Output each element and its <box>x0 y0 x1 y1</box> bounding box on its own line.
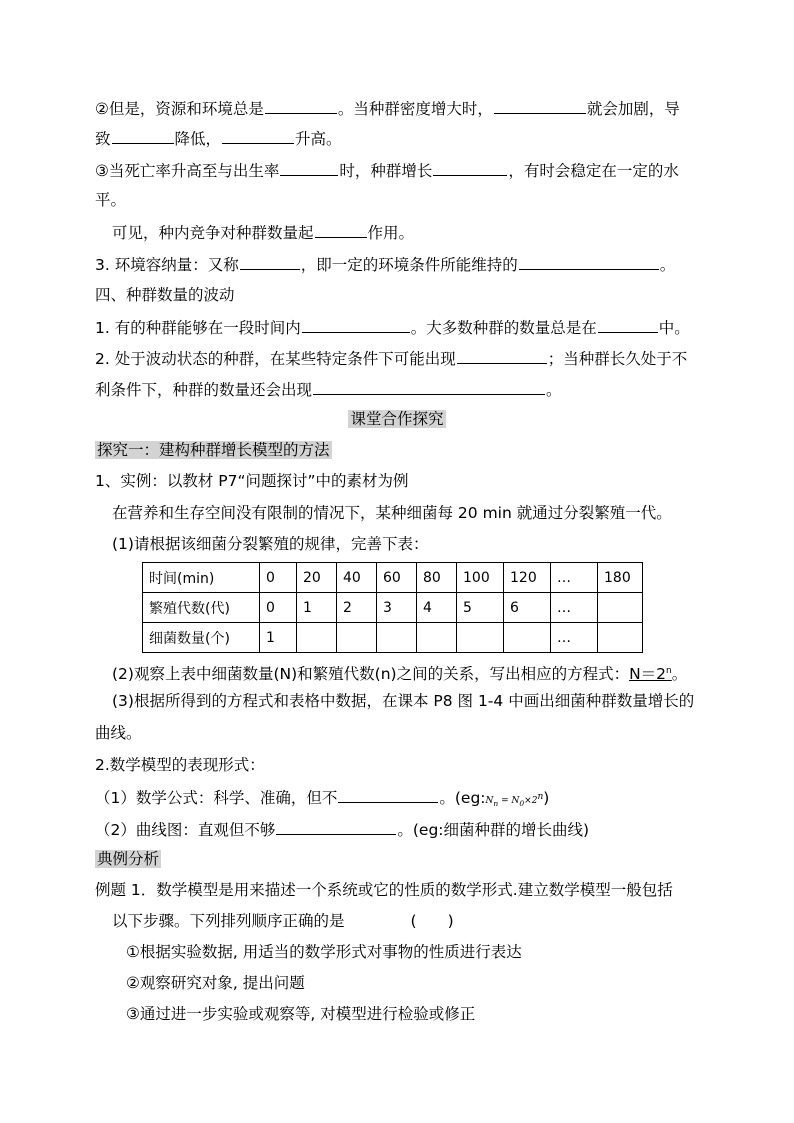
text: ，有时会稳定在一定的水 <box>508 162 679 180</box>
table-cell <box>598 623 643 653</box>
table-cell <box>457 623 504 653</box>
table-cell: 0 <box>260 563 297 593</box>
option-3: ③通过进一步实验或观察等, 对模型进行检验或修正 <box>126 1005 476 1023</box>
table-cell: 细菌数量(个) <box>143 623 260 653</box>
line-8 <box>95 316 690 338</box>
section-title <box>0 409 794 429</box>
typical-analysis-text: 典例分析 <box>97 850 160 868</box>
blank <box>519 253 659 270</box>
text: 可见，种内竞争对种群数量起 <box>112 224 314 242</box>
table-cell: 繁殖代数(代) <box>143 593 260 623</box>
table-cell: 6 <box>504 593 551 623</box>
table-cell: … <box>551 593 598 623</box>
text: 3. 环境容纳量：又称 <box>95 256 239 274</box>
answer-paren: ( ) <box>410 912 454 930</box>
explore-heading-text: 探究一：建构种群增长模型的方法 <box>97 441 330 459</box>
table-cell: 4 <box>417 593 457 623</box>
text: （1）数学公式：科学、准确，但不 <box>95 789 338 807</box>
blank <box>494 97 586 114</box>
explore-heading <box>95 440 332 460</box>
formula-part: ×2 <box>524 796 538 806</box>
table-cell: 100 <box>457 563 504 593</box>
typical-analysis-heading <box>95 849 161 869</box>
table-cell: 时间(min) <box>143 563 260 593</box>
example-question-1: 例题 1．数学模型是用来描述一个系统或它的性质的数学形式.建立数学模型一般包括 <box>95 881 673 899</box>
table-cell: … <box>551 623 598 653</box>
table-cell: 40 <box>337 563 377 593</box>
text: 利条件下，种群的数量还会出现 <box>95 381 313 399</box>
text: 1. 有的种群能够在一段时间内 <box>95 319 301 337</box>
blank <box>433 159 507 176</box>
text: 。大多数种群的数量总是在 <box>410 319 597 337</box>
table-cell <box>297 623 337 653</box>
line-6 <box>95 253 675 275</box>
table-cell: 180 <box>598 563 643 593</box>
text: ②但是，资源和环境总是 <box>95 100 264 118</box>
example-question-1-cont <box>112 911 454 931</box>
table-cell <box>598 593 643 623</box>
text: 。 <box>659 256 676 274</box>
table-row <box>143 623 643 653</box>
blank <box>457 347 547 364</box>
text: (2)观察上表中细菌数量(N)和繁殖代数(n)之间的关系，写出相应的方程式： <box>112 665 630 684</box>
table-cell <box>504 623 551 653</box>
line-9 <box>95 347 687 369</box>
table-cell: … <box>551 563 598 593</box>
line-4: 平。 <box>95 191 127 209</box>
blank <box>315 221 367 238</box>
section-title-text: 课堂合作探究 <box>350 410 444 428</box>
table-cell: 3 <box>377 593 417 623</box>
table-cell <box>337 623 377 653</box>
line-2 <box>95 127 342 149</box>
text: 升高。 <box>295 130 342 148</box>
table-row <box>143 563 643 593</box>
table-cell <box>377 623 417 653</box>
blank <box>240 253 300 270</box>
formula-part: n <box>493 798 499 808</box>
table-cell: 80 <box>417 563 457 593</box>
formula-part: 0 <box>519 798 525 808</box>
model-form-1 <box>95 786 549 814</box>
text: 以下步骤。下列排列顺序正确的是 <box>112 912 345 930</box>
question-1: (1)请根据该细菌分裂繁殖的规律，完善下表： <box>112 535 429 553</box>
text: 就会加剧，导 <box>586 100 680 118</box>
question-2 <box>112 661 687 684</box>
text: 。(eg: <box>439 789 486 807</box>
text: 致 <box>95 130 111 148</box>
formula <box>485 792 544 808</box>
text: 。 <box>546 381 562 399</box>
question-3-cont: 曲线。 <box>95 724 142 742</box>
text: （2）曲线图：直观但不够 <box>95 821 276 839</box>
formula-part: n <box>537 792 544 802</box>
model-forms: 2.数学模型的表现形式： <box>95 756 265 774</box>
example-desc: 在营养和生存空间没有限制的情况下，某种细菌每 20 min 就通过分裂繁殖一代。 <box>112 504 672 522</box>
text: 作用。 <box>367 224 415 242</box>
formula-part: N <box>485 796 494 806</box>
table-cell: 2 <box>337 593 377 623</box>
table-cell: 1 <box>297 593 337 623</box>
table-cell: 120 <box>504 563 551 593</box>
text: ，即一定的环境条件所能维持的 <box>300 256 518 274</box>
text: 。 <box>671 665 688 684</box>
blank <box>276 818 396 835</box>
text: 时，种群增长 <box>339 162 433 180</box>
equation <box>629 665 672 683</box>
text: ；当种群长久处于不 <box>547 350 688 368</box>
blank <box>302 316 410 333</box>
text: ) <box>543 789 550 807</box>
text: 2. 处于波动状态的种群，在某些特定条件下可能出现 <box>95 350 456 368</box>
equation-exponent: n <box>666 666 672 676</box>
text: 降低， <box>174 130 222 148</box>
formula-part: = N <box>498 796 520 806</box>
table-cell: 0 <box>260 593 297 623</box>
table-cell: 60 <box>377 563 417 593</box>
blank <box>112 127 174 144</box>
line-1 <box>95 97 680 119</box>
question-3: (3)根据所得到的方程式和表格中数据，在课本 P8 图 1-4 中画出细菌种群数量增长的 <box>112 692 695 710</box>
text: 。(eg:细菌种群的增长曲线) <box>397 821 590 839</box>
blank <box>280 159 338 176</box>
blank <box>338 786 438 803</box>
text: 中。 <box>658 319 690 337</box>
table-cell <box>417 623 457 653</box>
blank <box>598 316 658 333</box>
option-1: ①根据实验数据, 用适当的数学形式对事物的性质进行表达 <box>126 943 522 961</box>
blank <box>222 127 294 144</box>
line-10 <box>95 378 562 400</box>
table-cell: 5 <box>457 593 504 623</box>
model-form-2 <box>95 818 589 840</box>
option-2: ②观察研究对象, 提出问题 <box>126 974 305 992</box>
blank <box>265 97 337 114</box>
line-5 <box>112 221 414 243</box>
table-row <box>143 593 643 623</box>
bacteria-table <box>142 562 643 653</box>
heading-fluctuation: 四、种群数量的波动 <box>95 286 235 304</box>
text: 。当种群密度增大时， <box>337 100 493 118</box>
text: ③当死亡率升高至与出生率 <box>95 162 280 180</box>
line-3 <box>95 159 679 181</box>
example-line: 1、实例：以教材 P7“问题探讨”中的素材为例 <box>95 472 409 490</box>
blank <box>313 378 545 395</box>
equation-base: N＝2 <box>629 665 667 684</box>
table-cell: 20 <box>297 563 337 593</box>
table-cell: 1 <box>260 623 297 653</box>
